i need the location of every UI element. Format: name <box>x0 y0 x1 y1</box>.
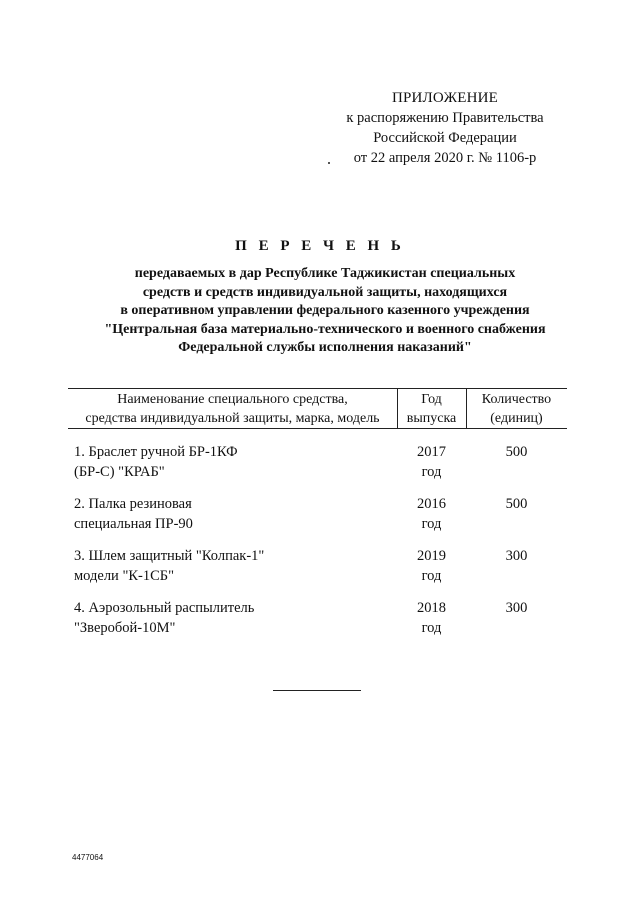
row-1-name <box>74 442 394 482</box>
appendix-line-1: к распоряжению Правительства <box>346 110 544 126</box>
row-2-year-value: 2016 <box>417 496 446 512</box>
subtitle-line-1: передаваемых в дар Республике Таджикистан специальных <box>134 266 516 281</box>
header-qty <box>466 390 567 428</box>
document-subtitle <box>60 265 590 358</box>
row-1-name-line-2: (БР-С) "КРАБ" <box>74 464 165 480</box>
subtitle-line-2: средств и средств индивидуальной защиты, находящихся <box>142 284 508 300</box>
header-qty-line-1: Количество <box>481 392 552 407</box>
appendix-title: ПРИЛОЖЕНИЕ <box>391 90 499 106</box>
row-3-qty: 300 <box>505 548 528 564</box>
appendix-line-3: от 22 апреля 2020 г. № 1106-р <box>353 150 537 166</box>
row-1-name-line-1: 1. Браслет ручной БР-1КФ <box>74 444 238 460</box>
table-header-rule <box>68 428 567 429</box>
header-year-line-2: выпуска <box>406 411 457 426</box>
row-3-year-unit: год <box>421 568 442 584</box>
row-2-year <box>397 494 466 534</box>
closing-separator <box>273 690 361 691</box>
header-year <box>397 390 466 428</box>
row-1-year-unit: год <box>421 464 442 480</box>
header-qty-line-2: (единиц) <box>490 411 543 426</box>
row-4-year <box>397 598 466 638</box>
row-2-qty: 500 <box>505 496 528 512</box>
appendix-line-2: Российской Федерации <box>373 130 517 146</box>
row-3-name-line-1: 3. Шлем защитный "Колпак-1" <box>74 548 265 564</box>
row-2-year-unit: год <box>421 516 442 532</box>
header-name-line-1: Наименование специального средства, <box>117 392 348 407</box>
row-1-year-value: 2017 <box>417 444 446 460</box>
header-name <box>68 390 397 428</box>
row-1-qty: 500 <box>505 444 528 460</box>
row-4-year-unit: год <box>421 620 442 636</box>
subtitle-line-5: Федеральной службы исполнения наказаний" <box>178 340 472 355</box>
table-top-rule <box>68 388 567 389</box>
subtitle-line-3: в оперативном управлении федерального казенного учреждения <box>120 303 530 318</box>
row-2-name-line-2: специальная ПР-90 <box>74 516 193 532</box>
row-4-year-value: 2018 <box>417 600 446 616</box>
scan-dot <box>328 162 330 164</box>
appendix-block <box>330 88 560 168</box>
row-2-name-line-1: 2. Палка резиновая <box>74 496 192 512</box>
subtitle-line-4: "Центральная база материально-технического и военного снабжения <box>104 321 546 337</box>
row-4-qty: 300 <box>505 600 528 616</box>
row-3-year <box>397 546 466 586</box>
row-4-name <box>74 598 394 638</box>
row-3-name-line-2: модели "К-1СБ" <box>74 568 175 584</box>
header-name-line-2: средства индивидуальной защиты, марка, модель <box>85 411 380 426</box>
row-1-year <box>397 442 466 482</box>
row-3-year-value: 2019 <box>417 548 446 564</box>
row-4-name-line-2: "Зверобой-10М" <box>74 620 176 636</box>
header-year-line-1: Год <box>421 392 442 407</box>
document-number: 4477064 <box>72 853 104 862</box>
row-4-name-line-1: 4. Аэрозольный распылитель <box>74 600 255 616</box>
row-3-name <box>74 546 394 586</box>
row-2-name <box>74 494 394 534</box>
document-heading: П Е Р Е Ч Е Н Ь <box>235 238 405 254</box>
